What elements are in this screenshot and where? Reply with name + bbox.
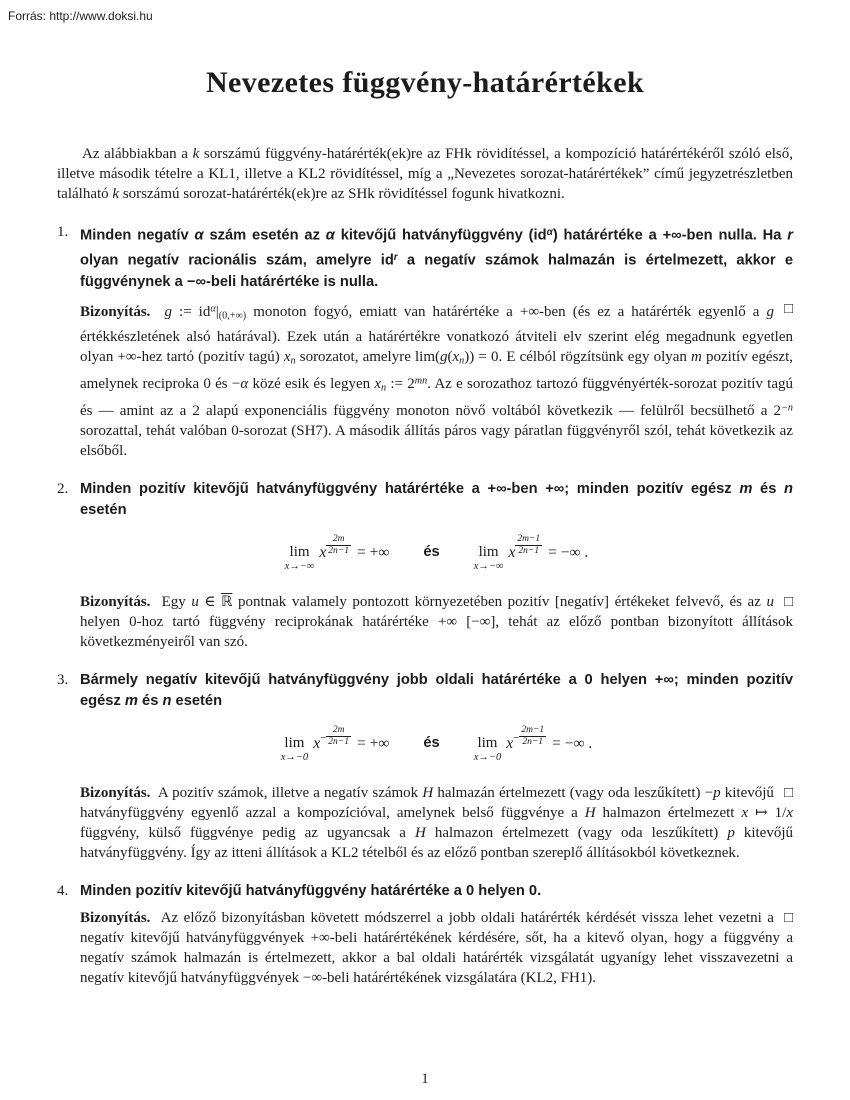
- lim-subscript: x→−0: [280, 751, 309, 763]
- fraction-numerator: 2m−1: [517, 533, 541, 544]
- theorem-statement: Minden pozitív kitevőjű hatványfüggvény határértéke a 0 helyen 0.: [80, 882, 542, 899]
- fraction-denominator: 2n−1: [522, 736, 544, 747]
- exponent-sign: −: [513, 731, 520, 744]
- base-variable: x: [313, 734, 321, 752]
- lim-subscript: x→−0: [473, 751, 502, 763]
- limit-value: = −∞ .: [548, 543, 589, 561]
- proof-paragraph: [80, 783, 793, 863]
- exponent: [513, 725, 546, 753]
- fraction-numerator: 2m: [326, 725, 351, 737]
- limit-expression: [473, 533, 589, 572]
- fraction-denominator: 2n−1: [518, 545, 540, 556]
- proof-text: Bizonyítás. Egy u ∈ ℝ pontnak valamely pontozott környezetében pozitív [negatív] értékeket felvevő, és az u helyen 0-hoz tartó függvény reciprokának határértéke +∞ [−∞], tehát az előző pontban bizonyított állítások következményeiről van szó.: [80, 593, 793, 650]
- proof-text: Bizonyítás. Az előző bizonyításban követett módszerrel a jobb oldali határérték kérdését vissza lehet vezetni a negatív kitevőjű hatványfüggvények +∞-beli határértékének kérdésére, sőt, ha a kitevő olyan, hogy a függvény a negatív számok halmazán is értelmezett, akkor a bal oldali határérték vizsgálatát ugyanígy lehet visszavezetni a negatív kitevőjű hatványfüggvények −∞-beli határértékének vizsgálatára (KL2, FH1).: [80, 910, 793, 987]
- exponent-fraction: [519, 725, 546, 748]
- list-item-2: [57, 479, 793, 652]
- proof-paragraph: [80, 908, 793, 988]
- proof-text: Bizonyítás. A pozitív számok, illetve a negatív számok H halmazán értelmezett (vagy oda leszűkített) −p kitevőjű hatványfüggvény egyenlő azzal a kompozícióval, amelynek belső függvénye a H halmazon értelmezett x ↦ 1/x függvény, külső függvénye pedig az ugyancsak a H halmazon értelmezett (vagy oda leszűkített) p kitevőjű hatványfüggvény. Így az itteni állítások a KL2 tételből és az előző pontban szereplő állításokból következnek.: [80, 784, 793, 861]
- exponent: [515, 534, 542, 562]
- item-number: 2.: [57, 480, 69, 497]
- lim-word: lim: [477, 734, 498, 751]
- intro-paragraph: Az alábbiakban a k sorszámú függvény-határérték(ek)re az FHk rövidítéssel, a kompozíció határértékéről szóló első, illetve második tételre a KL1, illetve a KL2 rövidítéssel, míg a „Nevezetes sorozat-határértékek” című jegyzetrészletben található k sorszámú sorozat-határérték(ek)re az SHk rövidítéssel fogunk hivatkozni.: [57, 146, 793, 202]
- lim-operator: [281, 736, 309, 763]
- exponent: [326, 534, 351, 562]
- proof-paragraph: [80, 592, 793, 652]
- base-variable: x: [506, 734, 514, 752]
- list-item-3: [57, 670, 793, 863]
- lim-subscript: x→−∞: [284, 560, 315, 572]
- list-item-4: [57, 881, 793, 989]
- formula-connector: és: [423, 543, 440, 560]
- proof-paragraph: [80, 299, 793, 460]
- theorem-statement: Minden pozitív kitevőjű hatványfüggvény határértéke a +∞-ben +∞; minden pozitív egész m és n esetén: [80, 480, 794, 519]
- lim-word: lim: [284, 734, 305, 751]
- display-formula: [80, 725, 793, 763]
- proof-text: Bizonyítás. g := $id^\alpha|(0,+\infty)$ monoton fogyó, emiatt van határértéke a +∞-ben (és ez a határérték egyenlő a g értékkészletének alsó határával). Ezek után a határértékre vonatkozó átviteli elv szerint elég megadnunk egyetlen olyan +∞-hez tartó (pozitív tagú) xn sorozatot, amelyre lim(g(xn)) = 0. E célból rögzítsünk egy olyan m pozitív egészt, amelynek reciproka 0 és −α közé esik és legyen xn := $2^{mn}$. Az e sorozathoz tartozó függvényérték-sorozat pozitív tagú és — amint az a 2 alapú exponenciális függvény monoton növő voltából következik — felülről becsülhető a $2^{-n}$ sorozattal, tehát valóban 0-sorozat (SH7). A második állítás páros vagy páratlan függvényről szól, tehát következik az elsőből.: [80, 303, 793, 459]
- lim-subscript: x→−∞: [473, 560, 504, 572]
- fraction-denominator: 2n−1: [328, 545, 349, 556]
- qed-box: □: [783, 910, 793, 927]
- base-variable: x: [508, 543, 516, 561]
- exponent: [320, 725, 351, 753]
- exponent-sign: −: [320, 731, 327, 744]
- item-body: [80, 670, 793, 863]
- display-formula: [80, 534, 793, 572]
- limit-value: = −∞ .: [552, 734, 593, 752]
- lim-word: lim: [289, 543, 310, 560]
- list-item-1: [57, 222, 793, 461]
- theorem-statement: Bármely negatív kitevőjű hatványfüggvény jobb oldali határértéke a 0 helyen +∞; minden pozitív egész m és n esetén: [80, 671, 793, 710]
- lim-word: lim: [478, 543, 499, 560]
- lim-operator: [474, 736, 502, 763]
- base-variable: x: [319, 543, 327, 561]
- lim-operator: [285, 545, 315, 572]
- qed-box: □: [783, 593, 793, 610]
- source-watermark: Forrás: http://www.doksi.hu: [8, 9, 153, 23]
- item-number: 4.: [57, 882, 69, 899]
- exponent-fraction: [515, 534, 542, 557]
- limit-expression: [280, 724, 390, 763]
- fraction-denominator: 2n−1: [328, 736, 349, 747]
- page-number: 1: [421, 1071, 429, 1087]
- exponent-fraction: [326, 725, 351, 748]
- formula-connector: és: [423, 734, 440, 751]
- item-number: 1.: [57, 224, 69, 240]
- fraction-numerator: 2m−1: [521, 724, 545, 735]
- fraction-numerator: 2m: [326, 534, 351, 546]
- page-title: Nevezetes függvény-határértékek: [205, 66, 645, 99]
- limit-expression: [473, 724, 593, 763]
- item-body: [80, 479, 793, 652]
- limit-expression: [284, 533, 390, 572]
- qed-box: □: [783, 301, 793, 318]
- limit-value: = +∞: [356, 543, 390, 561]
- exponent-fraction: [326, 534, 351, 557]
- item-body: [80, 881, 793, 989]
- item-number: 3.: [57, 671, 69, 688]
- item-body: [80, 222, 793, 461]
- theorem-statement: Minden negatív α szám esetén az α kitevőjű hatványfüggvény $(id^\alpha)$ határértéke a +∞-ben nulla. Ha r olyan negatív racionális szám, amelyre $id^r$ a negatív számok halmazán is értelmezett, akkor e függvénynek a −∞-beli határértéke is nulla.: [80, 227, 793, 290]
- lim-operator: [474, 545, 504, 572]
- qed-box: □: [783, 784, 793, 801]
- limit-value: = +∞: [356, 734, 390, 752]
